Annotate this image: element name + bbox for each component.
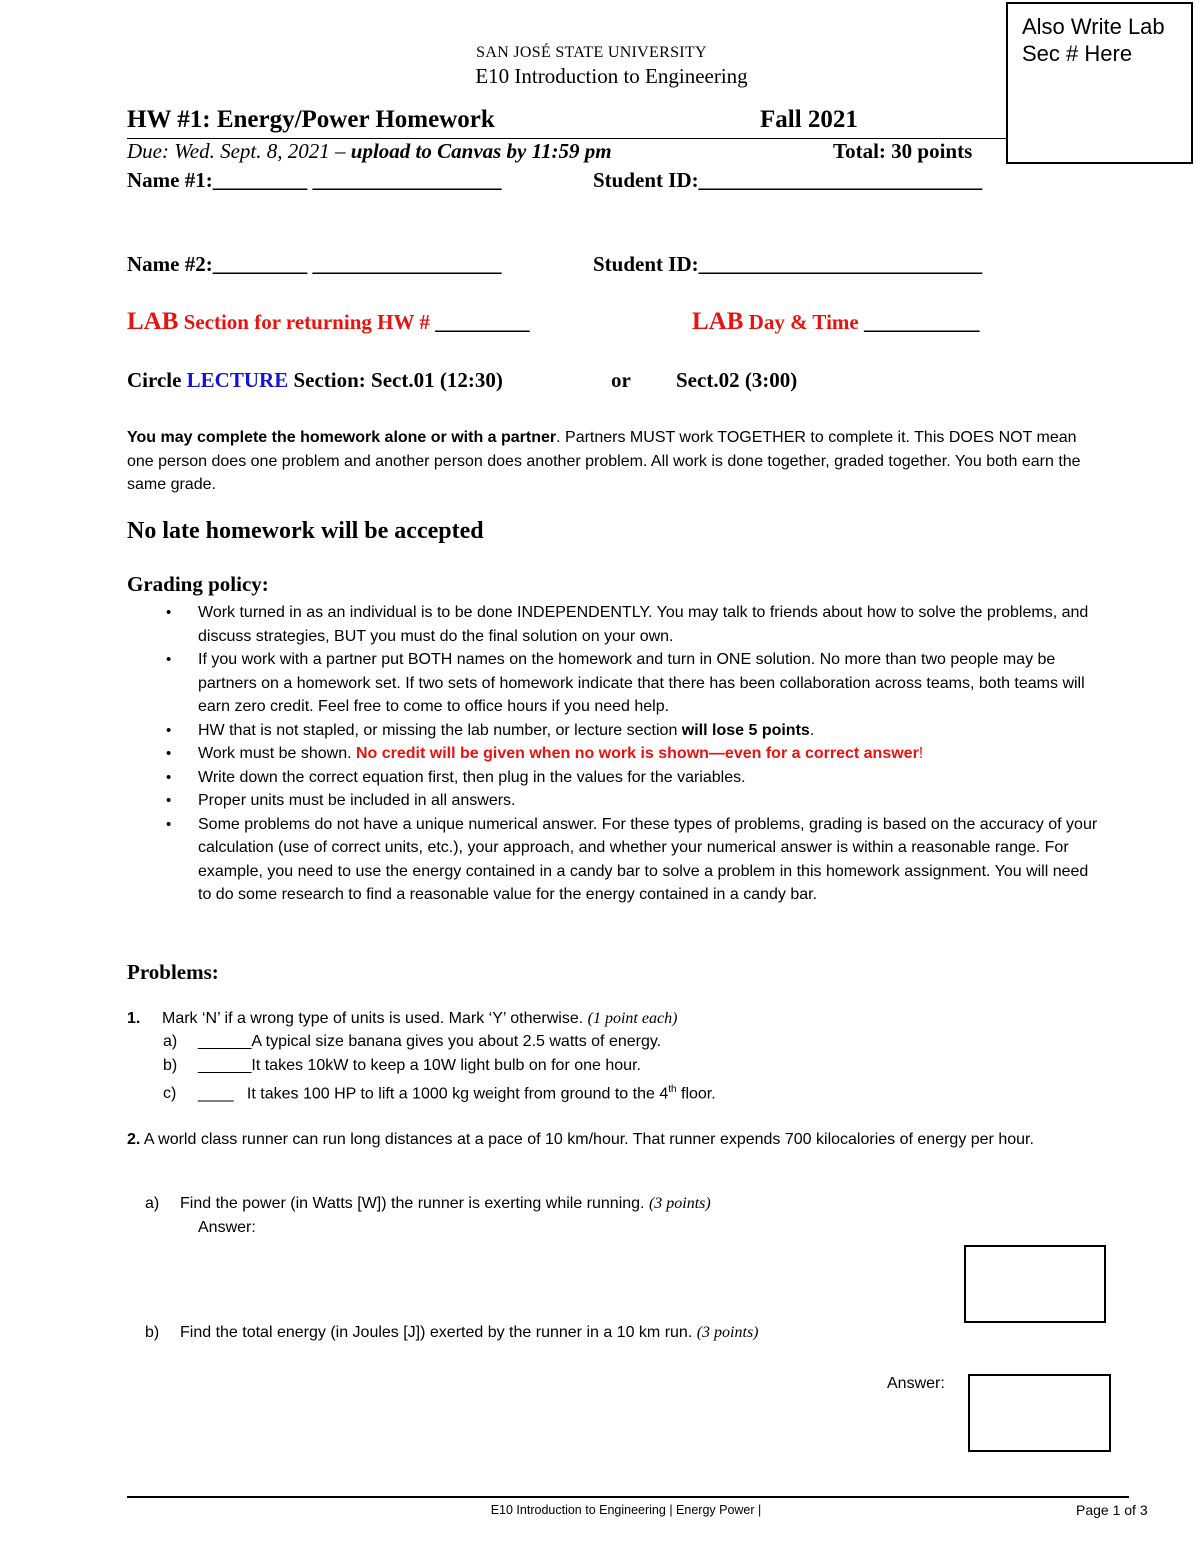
student-id2-label: Student ID: [593, 252, 699, 276]
bullet-icon: • [166, 721, 172, 739]
university-name: SAN JOSÉ STATE UNIVERSITY [476, 44, 707, 61]
policy-item-period: . [809, 721, 815, 739]
policy-item-units: Proper units must be included in all answers. [198, 792, 516, 809]
problem-1c-label: c) [163, 1085, 177, 1103]
footer-page-number: Page 1 of 3 [1076, 1502, 1148, 1518]
name1-blank[interactable]: _________ __________________ [212, 168, 502, 192]
problem-1a-text[interactable]: ______A typical size banana gives you about 2.5 watts of energy. [198, 1033, 662, 1050]
problem-1b-text[interactable]: ______It takes 10kW to keep a 10W light bulb on for one hour. [198, 1057, 641, 1074]
name1-field[interactable] [127, 168, 501, 193]
problem-1c-text[interactable]: ____ It takes 100 HP to lift a 1000 kg weight from ground to the 4 [198, 1085, 669, 1103]
list-item [163, 766, 1103, 790]
problem-2a-text: Find the power (in Watts [W]) the runner is exerting while running. [180, 1195, 649, 1212]
problem-1c [163, 1078, 716, 1106]
policy-item-penalty: will lose 5 points [681, 721, 810, 739]
list-item [163, 601, 1103, 648]
student-id2-field[interactable] [593, 252, 982, 277]
policy-item-work-shown: Work must be shown. [198, 745, 356, 762]
policy-item-independent: Work turned in as an individual is to be done INDEPENDENTLY. You may talk to friends about how to solve the problems, and discuss strategies, BUT you must do the final solution on your own. [198, 604, 1089, 645]
answer-box-2a[interactable] [964, 1245, 1106, 1323]
policy-item-stapled: HW that is not stapled, or missing the lab number, or lecture section [198, 721, 682, 739]
problem-2-text: A world class runner can run long distances at a pace of 10 km/hour. That runner expends 700 kilocalories of energy per hour. [140, 1131, 1034, 1148]
policy-item-partner: If you work with a partner put BOTH names on the homework and turn in ONE solution. No more than two people may be partners on a homework set. If two sets of homework indicate that there has been collaboration across teams, both teams will earn zero credit. Feel free to come to office hours if you need help. [198, 651, 1085, 715]
problem-1c-end: floor. [676, 1085, 716, 1103]
problem-1a-label: a) [163, 1033, 178, 1050]
lab-note-line1: Also Write Lab [1022, 14, 1165, 39]
lab-section-blank[interactable]: _________ [435, 310, 530, 334]
term-label: Fall 2021 [760, 106, 858, 133]
policy-item-exclaim: ! [918, 745, 924, 762]
problem-2 [127, 1128, 1077, 1152]
lab-note-line2: Sec # Here [1022, 41, 1133, 66]
due-date-prefix: Due: Wed. Sept. 8, 2021 – [127, 139, 351, 163]
bullet-icon: • [166, 604, 172, 621]
name2-label: Name #2: [127, 252, 213, 276]
problem-1a [163, 1030, 661, 1054]
answer-box-2b[interactable] [968, 1374, 1111, 1452]
problem-2-number: 2. [127, 1131, 141, 1148]
homework-title: HW #1: Energy/Power Homework [127, 106, 495, 133]
problem-2a-points: (3 points) [648, 1195, 711, 1212]
problem-2b-label: b) [145, 1324, 160, 1341]
bullet-icon: • [166, 745, 172, 762]
student-id1-blank[interactable]: ___________________________ [698, 168, 983, 192]
grading-policy-list [163, 601, 1103, 907]
partner-policy-bold: You may complete the homework alone or with a partner [127, 429, 557, 446]
name1-label: Name #1: [127, 168, 213, 192]
section-02-option[interactable]: Sect.02 (3:00) [676, 368, 798, 392]
lab-word-2: LAB [692, 308, 744, 335]
student-id2-blank[interactable]: ___________________________ [698, 252, 983, 276]
problem-1-text: Mark ‘N’ if a wrong type of units is used. Mark ‘Y’ otherwise. [162, 1010, 588, 1027]
problems-heading: Problems: [127, 960, 219, 984]
total-points: Total: 30 points [833, 139, 973, 163]
footer-rule [127, 1496, 1129, 1498]
lab-day-time-blank[interactable]: ___________ [863, 310, 980, 334]
problem-2a-label: a) [145, 1195, 160, 1212]
lecture-section-select[interactable] [127, 368, 503, 393]
lab-section-label: Section for returning HW # [178, 310, 436, 334]
circle-label: Circle [127, 368, 187, 392]
problem-2b-answer-label: Answer: [887, 1375, 945, 1392]
policy-item-no-credit: No credit will be given when no work is shown—even for a correct answer [355, 745, 919, 762]
list-item [163, 813, 1103, 907]
lab-day-time-label: Day & Time [743, 310, 864, 334]
section-01-option[interactable]: Section: Sect.01 (12:30) [288, 368, 503, 392]
policy-item-equation: Write down the correct equation first, then plug in the values for the variables. [198, 768, 746, 786]
problem-2b-text: Find the total energy (in Joules [J]) exerted by the runner in a 10 km run. [180, 1324, 697, 1341]
lab-word: LAB [127, 308, 179, 335]
name2-field[interactable] [127, 252, 501, 277]
problem-2b [145, 1321, 759, 1345]
list-item [163, 719, 1103, 743]
due-date [127, 139, 612, 164]
student-id1-field[interactable] [593, 168, 982, 193]
problem-1c-superscript: th [668, 1084, 677, 1095]
or-label: or [611, 368, 631, 392]
due-upload-note: upload to Canvas by 11:59 pm [350, 139, 612, 163]
bullet-icon: • [166, 768, 172, 786]
problem-2a-answer-label: Answer: [198, 1219, 256, 1236]
problem-1b [163, 1054, 641, 1078]
partner-policy-text: . Partners MUST work TOGETHER to complete it. This DOES NOT mean one person does one problem and another person does another problem. All work is done together, graded together. You both earn the same grade. [127, 429, 1081, 493]
lab-day-time-field[interactable] [692, 308, 979, 336]
lab-section-field[interactable] [127, 308, 530, 336]
problem-2a [145, 1192, 711, 1216]
student-id1-label: Student ID: [593, 168, 699, 192]
bullet-icon: • [166, 651, 172, 668]
problem-1-number: 1. [127, 1010, 141, 1027]
no-late-heading: No late homework will be accepted [127, 518, 484, 544]
list-item [163, 742, 1103, 766]
name2-blank[interactable]: _________ __________________ [212, 252, 502, 276]
problem-1-points: (1 point each) [587, 1010, 678, 1027]
bullet-icon: • [166, 815, 172, 833]
problem-1 [127, 1007, 677, 1031]
policy-item-unique-answer: Some problems do not have a unique numerical answer. For these types of problems, grading is based on the accuracy of your calculation (use of correct units, etc.), your approach, and whether your numerical answer is within a reasonable range. For example, you need to use the energy contained in a candy bar to solve a problem in this homework assignment. You will need to do some research to find a reasonable value for the energy contained in a candy bar. [198, 815, 1098, 903]
bullet-icon: • [166, 792, 172, 809]
footer-course-label: E10 Introduction to Engineering | Energy Power | [490, 1503, 762, 1517]
problem-1b-label: b) [163, 1057, 178, 1074]
course-title: E10 Introduction to Engineering [475, 64, 748, 88]
grading-policy-heading: Grading policy: [127, 572, 269, 596]
list-item [163, 648, 1103, 719]
partner-policy-paragraph [127, 426, 1087, 497]
problem-2b-points: (3 points) [696, 1324, 759, 1341]
lecture-word: LECTURE [186, 368, 289, 392]
list-item [163, 789, 1103, 813]
